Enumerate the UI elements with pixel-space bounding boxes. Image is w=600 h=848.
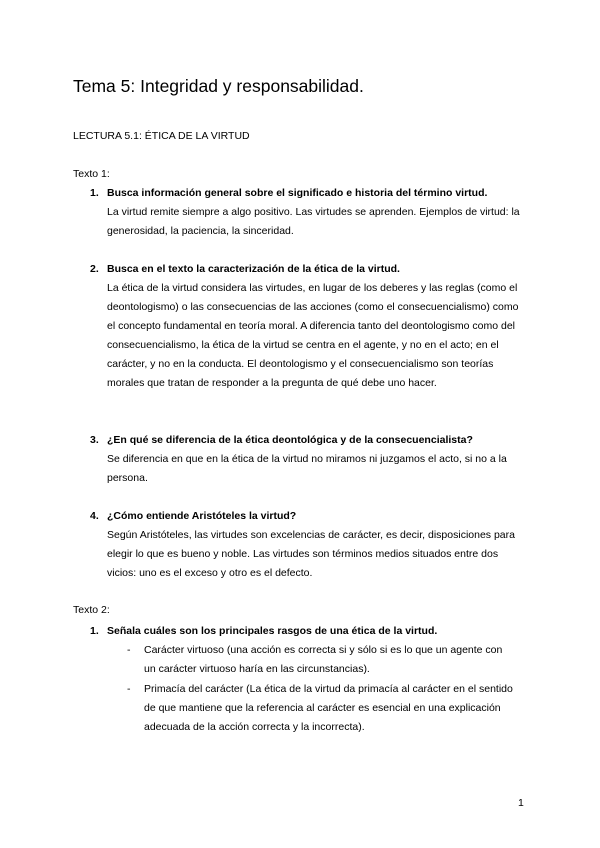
bullet-dash: - <box>127 644 131 656</box>
question-text: Busca información general sobre el significado e historia del término virtud. <box>107 187 488 199</box>
question-number: 3. <box>90 434 99 446</box>
answer-text: Según Aristóteles, las virtudes son excelencias de carácter, es decir, disposiciones para elegir lo que es bueno y noble. Las virtudes son términos medios situados entre dos vicios: uno es el exceso y otro es el defecto. <box>107 529 515 579</box>
bullet-text: Carácter virtuoso (una acción es correcta si y sólo si es lo que un agente con un carácter virtuoso haría en las circunstancias). <box>144 644 503 675</box>
question-number: 1. <box>90 625 99 637</box>
texto1-label: Texto 1: <box>73 168 110 180</box>
question-text: Señala cuáles son los principales rasgos de una ética de la virtud. <box>107 625 438 637</box>
question-number: 4. <box>90 510 99 522</box>
answer-text: La ética de la virtud considera las virtudes, en lugar de los deberes y las reglas (como el deontologismo) o las consecuencias de las acciones (como el consecuencialismo) como el concepto fundamental en teoría moral. A diferencia tanto del deontologismo como del consecuencialismo, la ética de la virtud se centra en el agente, y no en el acto; en el carácter, y no en la conducta. El deontologismo y el consecuencialismo son teorías morales que tratan de responder a la pregunta de qué debe uno hacer. <box>107 282 519 389</box>
question-text: Busca en el texto la caracterización de la ética de la virtud. <box>107 263 400 275</box>
texto2-label: Texto 2: <box>73 604 110 616</box>
question-number: 2. <box>90 263 99 275</box>
question-text: ¿En qué se diferencia de la ética deontológica y de la consecuencialista? <box>107 434 473 446</box>
question-number: 1. <box>90 187 99 199</box>
question-text: ¿Cómo entiende Aristóteles la virtud? <box>107 510 297 522</box>
lectura-heading: LECTURA 5.1: ÉTICA DE LA VIRTUD <box>73 130 250 142</box>
page-number: 1 <box>518 797 524 809</box>
answer-text: Se diferencia en que en la ética de la virtud no miramos ni juzgamos el acto, si no a la persona. <box>107 453 507 484</box>
page-title: Tema 5: Integridad y responsabilidad. <box>73 76 364 96</box>
bullet-text: Primacía del carácter (La ética de la virtud da primacía al carácter en el sentido de que mantiene que la referencia al carácter es esencial en una explicación adecuada de la acción correcta y la incorrecta). <box>144 683 513 733</box>
bullet-dash: - <box>127 683 131 695</box>
answer-text: La virtud remite siempre a algo positivo. Las virtudes se aprenden. Ejemplos de virtud: la generosidad, la paciencia, la sinceridad. <box>107 206 520 237</box>
